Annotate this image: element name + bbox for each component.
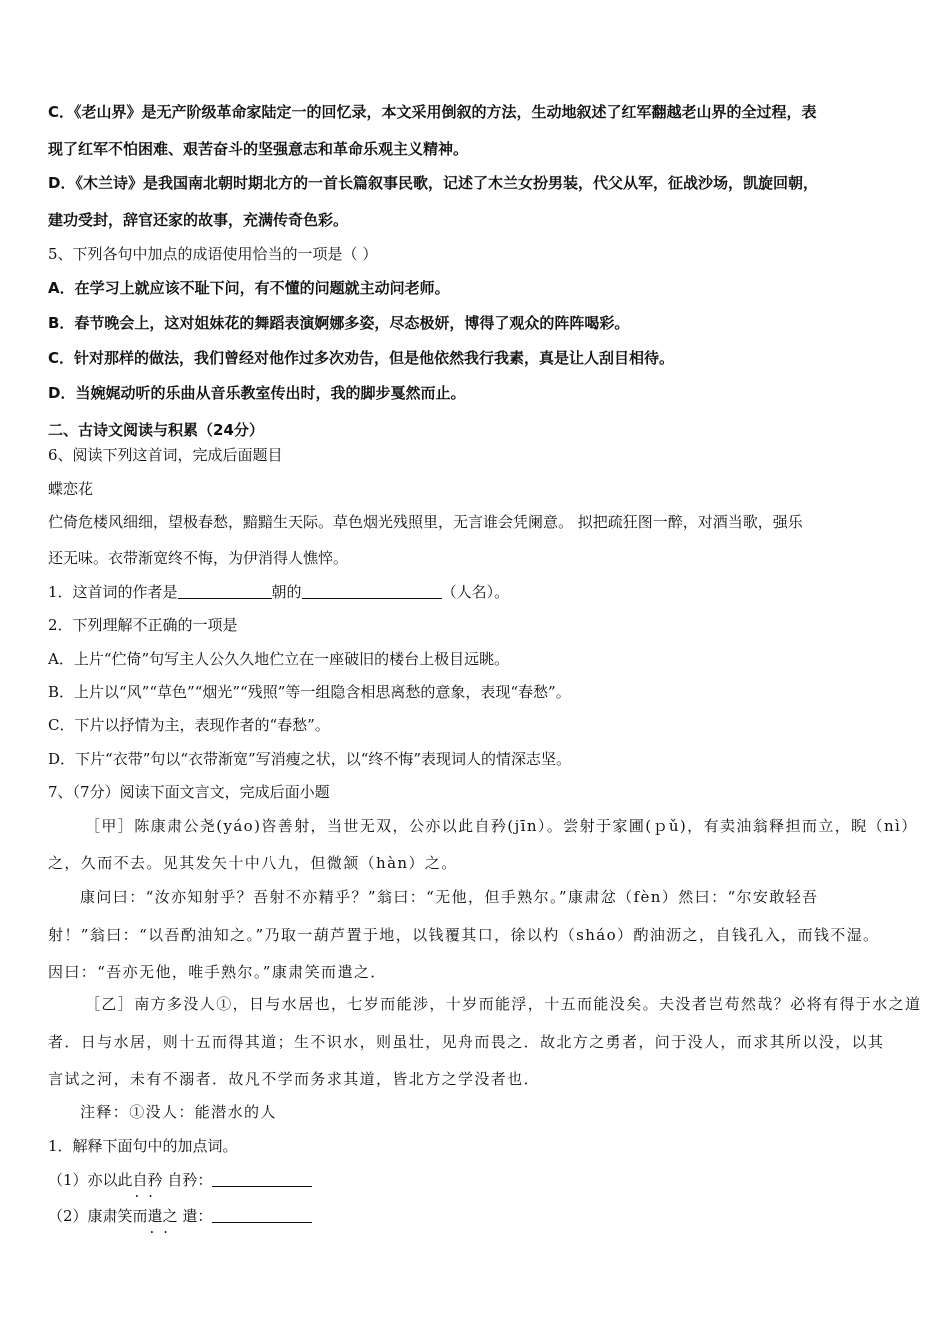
c-option-line-2: 现了红军不怕困难、艰苦奋斗的坚强意志和革命乐观主义精神。 (48, 140, 469, 158)
q5-option-b: B．春节晚会上，这对姐妹花的舞蹈表演婀娜多姿，尽态极妍，博得了观众的阵阵喝彩。 (48, 314, 630, 332)
section-2-heading: 二、古诗文阅读与积累（24分） (48, 421, 264, 439)
annotation-note: 注释：①没人：能潜水的人 (80, 1103, 277, 1121)
answer-blank-zijin[interactable] (212, 1172, 312, 1187)
q7-1-2-text-b: 之 遣： (162, 1207, 213, 1225)
q6-2-option-d: D．下片“衣带”句以“衣带渐宽”写消瘦之状，以“终不悔”表现词人的情深志坚。 (48, 750, 572, 768)
q5-option-a: A．在学习上就应该不耻下问，有不懂的问题就主动问老师。 (48, 279, 450, 297)
passage-jia-line-5: 因曰：“吾亦无他，唯手熟尔。”康肃笑而遣之． (48, 963, 387, 981)
q7-1-2-text-a: （2）康肃笑而 (48, 1207, 148, 1225)
q6-1-text-b: 朝的 (271, 583, 302, 601)
dotted-word-qian: 遣 . . (148, 1206, 163, 1226)
q6-1 (48, 582, 509, 602)
q7-1-1-text-a: （1）亦以此 (48, 1171, 133, 1189)
q6-1-text-a: 1．这首词的作者是 (48, 583, 178, 601)
q6-2-option-a: A．上片“伫倚”句写主人公久久地伫立在一座破旧的楼台上极目远眺。 (48, 650, 510, 668)
d-option-line-1: D．《木兰诗》是我国南北朝时期北方的一首长篇叙事民歌，记述了木兰女扮男装，代父从军，征战沙场，凯旋回朝， (48, 174, 818, 192)
d-option-line-2: 建功受封，辞官还家的故事，充满传奇色彩。 (48, 211, 349, 229)
passage-jia-line-4: 射！”翁曰：“以吾酌油知之。”乃取一葫芦置于地，以钱覆其口，徐以杓（sháo）酌油沥之，自钱孔入，而钱不湿。 (48, 926, 880, 944)
passage-yi-line-2: 者．日与水居，则十五而得其道；生不识水，则虽壮，见舟而畏之．故北方之勇者，问于没人，而求其所以没，以其 (48, 1033, 885, 1051)
passage-yi-line-1: ［乙］南方多没人①，日与水居也，七岁而能涉，十岁而能浮，十五而能没矣。夫没者岂苟然哉？必将有得于水之道 (85, 995, 922, 1013)
answer-blank-qian[interactable] (212, 1208, 312, 1223)
q6-2-option-c: C．下片以抒情为主，表现作者的“春愁”。 (48, 716, 330, 734)
question-5: 5、下列各句中加点的成语使用恰当的一项是（ ） (48, 245, 378, 263)
passage-jia-line-3: 康问曰：“汝亦知射乎？吾射不亦精乎？”翁曰：“无他，但手熟尔。”康肃忿（fèn）然曰：“尔安敢轻吾 (80, 888, 819, 906)
question-6: 6、阅读下列这首词，完成后面题目 (48, 446, 283, 464)
author-blank[interactable] (302, 584, 442, 599)
poem-line-1: 伫倚危楼风细细，望极春愁，黯黯生天际。草色烟光残照里，无言谁会凭阑意。 拟把疏狂图一醉，对酒当歌，强乐 (48, 513, 803, 531)
q5-option-c: C．针对那样的做法，我们曾经对他作过多次劝告，但是他依然我行我素，真是让人刮目相待。 (48, 349, 675, 367)
dynasty-blank[interactable] (178, 584, 272, 599)
passage-jia-line-1: ［甲］陈康肃公尧(yáo)咨善射，当世无双，公亦以此自矜(jīn）。尝射于家圃(ｐǔ)，有卖油翁释担而立，睨（nì） (85, 817, 918, 835)
q7-1: 1．解释下面句中的加点词。 (48, 1137, 238, 1155)
passage-yi-line-3: 言试之河，未有不溺者．故凡不学而务求其道，皆北方之学没者也． (48, 1070, 541, 1088)
c-option-line-1: C．《老山界》是无产阶级革命家陆定一的回忆录，本文采用倒叙的方法，生动地叙述了红军翻越老山界的全过程，表 (48, 103, 817, 121)
dotted-word-zijin: 自矜 . . (133, 1170, 163, 1190)
q6-1-text-c: （人名）。 (441, 583, 510, 601)
q7-1-2 (48, 1206, 312, 1226)
q6-2: 2．下列理解不正确的一项是 (48, 616, 238, 634)
poem-title: 蝶恋花 (48, 480, 94, 498)
q5-option-d: D．当婉娓动听的乐曲从音乐教室传出时，我的脚步戛然而止。 (48, 384, 466, 402)
question-7: 7、（7分）阅读下面文言文，完成后面小题 (48, 783, 330, 801)
passage-jia-line-2: 之，久而不去。见其发矢十中八九，但微颔（hàn）之。 (48, 854, 458, 872)
q6-2-option-b: B．上片以“风”“草色”“烟光”“残照”等一组隐含相思离愁的意象，表现“春愁”。 (48, 683, 571, 701)
poem-line-2: 还无味。衣带渐宽终不悔，为伊消得人憔悴。 (48, 549, 349, 567)
q7-1-1-text-b: 自矜： (162, 1171, 213, 1189)
q7-1-1 (48, 1170, 312, 1190)
